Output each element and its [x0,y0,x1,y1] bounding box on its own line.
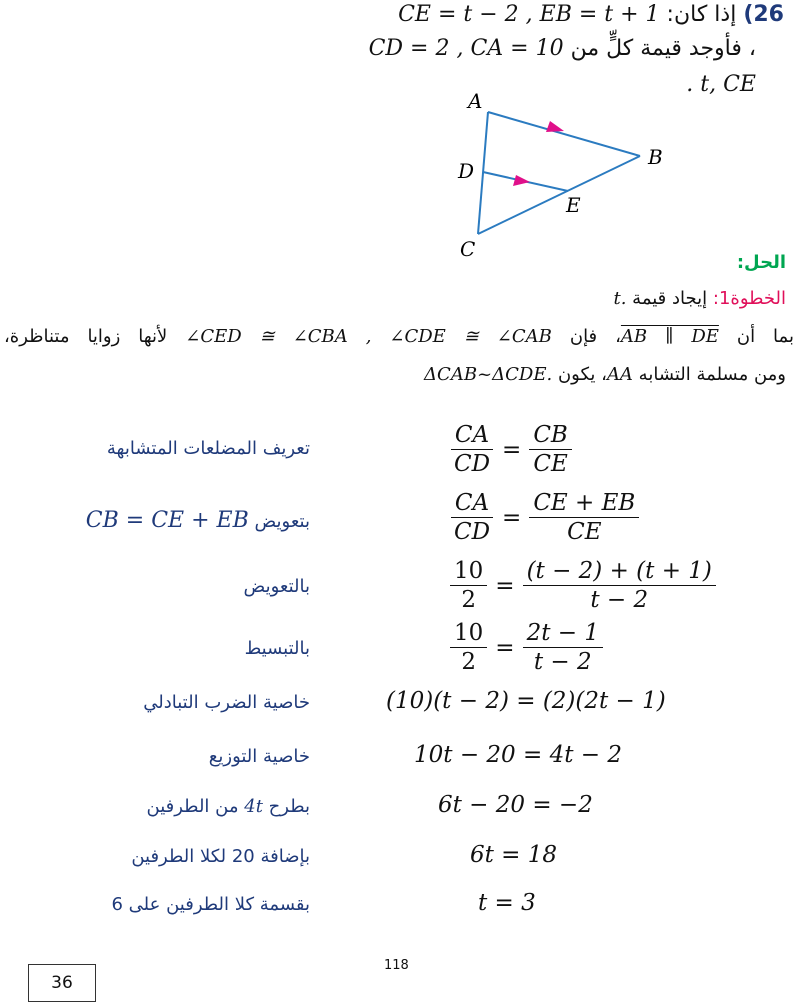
given-label: إذا كان: [666,2,737,27]
chapter-page-box: 36 [28,964,96,1002]
step-equation: $\frac{CA}{CD}$ = $\frac{CB}{CE}$ [450,422,572,478]
step-row-3 [0,556,800,616]
step-equation: $\frac{10}{2}$ = $\frac{(t - 2) + (t + 1)}{t - 2}$ [450,558,716,614]
lhs-numerator: 10 [450,558,487,586]
step-equation: 6t = 18 [470,842,558,868]
vertex-label-D: D [458,159,475,183]
lhs-denominator: 2 [461,649,476,676]
step-equation: $\frac{CA}{CD}$ = $\frac{CE + EB}{CE}$ [450,490,639,546]
para2-text-a: ومن مسلمة التشابه [638,364,786,385]
side-AB [488,112,640,156]
para1-text-b: ، فإن [569,326,621,347]
lhs-denominator: CD [454,519,491,546]
step-equation: 6t − 20 = −2 [438,792,593,818]
step-equation: $\frac{10}{2}$ = $\frac{2t - 1}{t - 2}$ [450,620,603,676]
problem-number: 26) [743,2,784,27]
find-text: ، فأوجد قيمة كلٍّ من [570,36,756,61]
step-reason: تعريف المضلعات المتشابهة [106,438,310,459]
reason-math: 4t [244,796,263,817]
step-reason: بالتبسيط [244,638,310,659]
step-equation: 10t − 20 = 4t − 2 [414,742,622,768]
rhs-denominator: CE [533,451,568,478]
step-row-9 [0,890,800,950]
step-equation: (10)(t − 2) = (2)(2t − 1) [386,688,666,714]
vertex-label-E: E [566,193,581,217]
step-row-2 [0,488,800,548]
lhs-denominator: 2 [461,587,476,614]
rhs-numerator: CB [529,422,572,450]
given-math-2: CD = 2 , CA = 10 [368,36,564,61]
step-text: إيجاد قيمة [632,288,708,309]
step-var: t. [613,288,627,309]
vertex-label-B: B [648,145,663,169]
reason-post: من الطرفين [146,796,239,817]
lhs-numerator: 10 [450,620,487,648]
para1-text-a: بما أن [736,326,794,347]
lhs-denominator: CD [454,451,491,478]
step-reason: بقسمة كلا الطرفين على 6 [111,894,310,915]
para2-aa: AA [606,364,633,385]
rhs-denominator: CE [567,519,602,546]
reason-pre: بطرح [268,796,310,817]
paragraph-2 [424,364,786,385]
solution-heading: الحل: [736,252,786,273]
para1-angles: ∠CED ≅ ∠CBA , ∠CDE ≅ ∠CAB [185,326,552,347]
page-number: 118 [384,958,409,973]
step-reason: خاصية الضرب التبادلي [143,692,310,713]
para2-text-b: ، يكون [557,364,607,385]
problem-line-3: . t, CE [686,72,756,97]
step-reason [86,508,310,533]
rhs-numerator: 2t − 1 [523,620,603,648]
step-row-5 [0,688,800,748]
step-reason: بإضافة 20 لكلا الطرفين [131,846,310,867]
rhs-numerator: CE + EB [529,490,639,518]
step-1-line [613,288,786,309]
paragraph-1 [4,326,794,347]
problem-line-2 [369,36,756,61]
problem-line-1 [398,2,784,27]
given-math-1: CE = t − 2 , EB = t + 1 [398,2,660,27]
parallel-arrow-AB [546,121,564,132]
side-CB [478,156,640,234]
step-reason: خاصية التوزيع [208,746,310,767]
step-row-1 [0,420,800,480]
parallel-arrow-DE [513,175,530,186]
step-label: الخطوة1: [712,288,786,309]
para1-parallel: AB ∥ DE [620,326,719,347]
para2-similarity: ΔCAB~ΔCDE. [424,364,553,385]
rhs-numerator: (t − 2) + (t + 1) [523,558,716,586]
step-reason: بالتعويض [243,576,310,597]
reason-text: بتعويض [254,511,310,532]
para1-text-c: لأنها زوايا متناظرة، [4,326,168,347]
step-reason [147,796,310,817]
vertex-label-A: A [468,89,483,113]
step-equation: t = 3 [478,890,536,916]
vertex-label-C: C [460,237,476,261]
lhs-numerator: CA [451,422,493,450]
rhs-denominator: t − 2 [590,587,649,614]
step-row-4 [0,618,800,678]
lhs-numerator: CA [451,490,493,518]
triangle-figure [440,88,680,268]
rhs-denominator: t − 2 [533,649,592,676]
reason-math: CB = CE + EB [85,508,249,533]
